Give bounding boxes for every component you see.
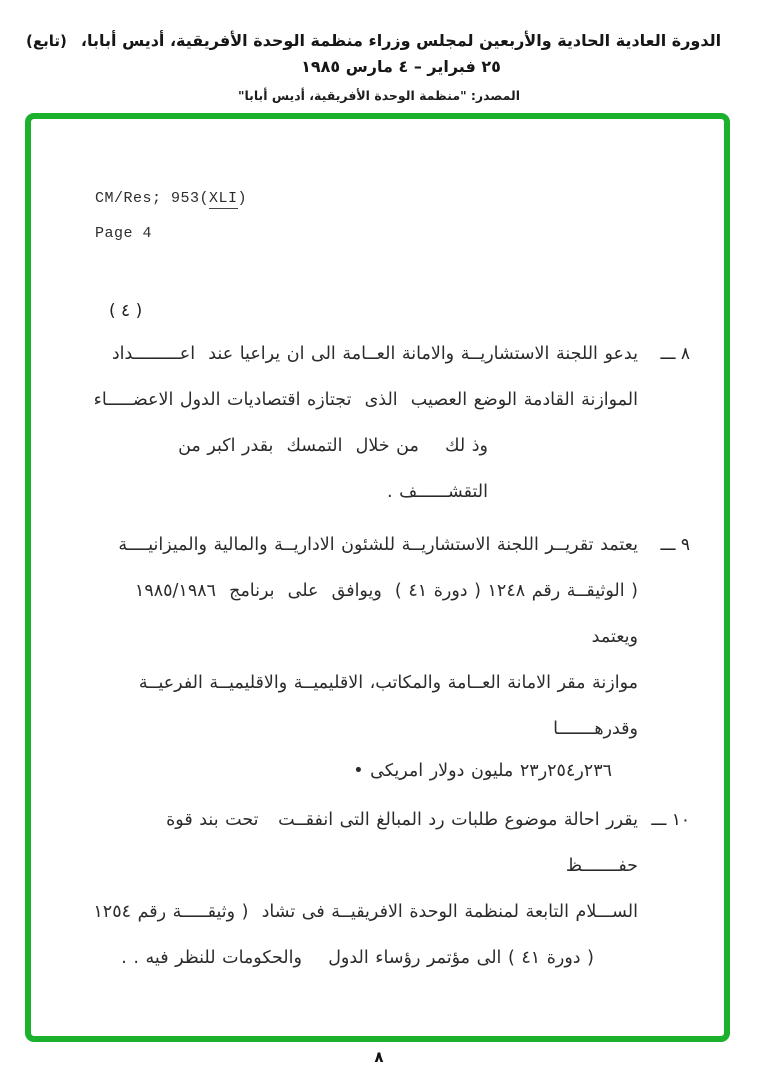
paragraph-line: ٢٣٦ر٢٥٤ر٢٣ مليون دولار امريكى • [353,761,612,781]
paragraph-line: يقرر احالة موضوع طلبات رد المبالغ التى انفقــت تحت بند قوة حفـــــــظ [159,810,638,876]
section-number: ( ٤ ) [109,301,143,321]
doc-reference-code [95,181,690,216]
source-line: المصدر: "منظمة الوحدة الأفريقية، أديس أبابا" [237,88,521,103]
paragraph-line: يدعو اللجنة الاستشاريــة والامانة العــامة الى ان يراعيا عند اعـــــــــداد [111,344,638,364]
page-number-footer: ٨ [374,1048,384,1066]
page-title: الدورة العادية الحادية والأربعين لمجلس وزراء منظمة الوحدة الأفريقية، أديس أبابا، ٢٥ فبراير – ٤ مارس ١٩٨٥ [80,31,722,76]
doc-reference-session: XLI [209,190,238,207]
continued-label: (تابع) [26,32,67,50]
paragraph-line: ( الوثيقــة رقم ١٢٤٨ ( دورة ٤١ ) ويوافق على برنامج ١٩٨٥/١٩٨٦ ويعتمد [128,581,638,647]
page-label: Page 4 [95,225,153,242]
paragraph-text [89,797,638,981]
document-frame [25,113,730,1042]
doc-reference [95,181,690,251]
paragraph-number: ٨ ـــ [660,344,690,364]
resolution-paragraphs [89,331,690,981]
paragraph-line: الموازنة القادمة الوضع العصيب الذى تجتازه اقتصاديات الدول الاعضـــــاء [93,390,638,410]
paragraph-line: الســـلام التابعة لمنظمة الوحدة الافريقيــة فى تشاد ( وثيقـــــة رقم ١٢٥٤ [93,902,638,922]
paragraph-number: ٩ ـــ [660,535,690,555]
paragraph-9 [89,522,690,790]
paragraph-line: وذ لك من خلال التمسك بقدر اكبر من التقشــــــف . [171,436,488,502]
paragraph-line: موازنة مقر الامانة العــامة والمكاتب، الاقليميــة والاقليميــة الفرعيــة وقدرهـــــــا [132,673,638,739]
paragraph-line: ( دورة ٤١ ) الى مؤتمر رؤساء الدول والحكومات للنظر فيه . . [121,948,594,968]
doc-reference-suffix: ) [237,190,248,207]
header [0,0,758,103]
paragraph-8 [89,331,690,515]
paragraph-text [89,331,638,515]
paragraph-line: يعتمد تقريــر اللجنة الاستشاريــة للشئون الاداريــة والمالية والميزانيــــة [118,535,638,555]
paragraph-text [89,522,638,790]
paragraph-number: ١٠ ـــ [651,810,690,830]
header-title-row [0,28,758,80]
doc-reference-prefix: CM/Res; 953( [95,190,210,207]
paragraph-10 [89,797,690,981]
